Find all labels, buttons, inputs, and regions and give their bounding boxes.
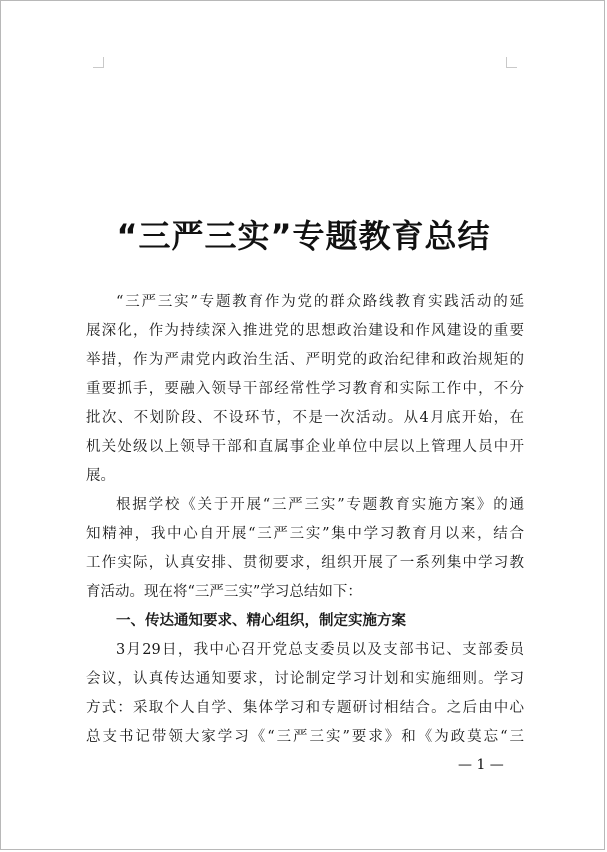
crop-mark-top-right bbox=[506, 57, 517, 68]
paragraph-line: “三严三实”专题教育作为党的群众路线教育实践活动的延 bbox=[116, 294, 524, 310]
paragraph-line: 工作实际，认真安排、贯彻要求，组织开展了一系列集中学习教 bbox=[86, 555, 524, 571]
section-heading: 一、传达通知要求、精心组织，制定实施方案 bbox=[116, 613, 406, 629]
paragraph-line: 育活动。现在将“三严三实”学习总结如下： bbox=[86, 584, 362, 600]
document-title: “三严三实”专题教育总结 bbox=[116, 217, 491, 255]
paragraph-line: 重要抓手，要融入领导干部经常性学习教育和实际工作中，不分 bbox=[86, 381, 524, 397]
paragraph-line: 展深化，作为持续深入推进党的思想政治建设和作风建设的重要 bbox=[86, 323, 524, 339]
page-number: — 1 — bbox=[458, 757, 504, 773]
paragraph-line: 方式：采取个人自学、集体学习和专题研讨相结合。之后由中心 bbox=[86, 700, 524, 716]
crop-mark-top-left bbox=[93, 57, 104, 68]
paragraph-line: 总支书记带领大家学习《“三严三实”要求》和《为政莫忘“三 bbox=[86, 729, 524, 745]
document-body bbox=[86, 288, 524, 752]
paragraph-line: 知精神，我中心自开展“三严三实”集中学习教育月以来，结合 bbox=[86, 526, 524, 542]
paragraph-line: 举措，作为严肃党内政治生活、严明党的政治纪律和政治规矩的 bbox=[86, 352, 524, 368]
paragraph-line: 展。 bbox=[86, 468, 115, 484]
paragraph-line: 机关处级以上领导干部和直属事企业单位中层以上管理人员中开 bbox=[86, 439, 524, 455]
paragraph-line: 批次、不划阶段、不设环节，不是一次活动。从4月底开始，在 bbox=[86, 410, 524, 426]
paragraph-line: 会议，认真传达通知要求，讨论制定学习计划和实施细则。学习 bbox=[86, 671, 524, 687]
paragraph-line: 3月29日，我中心召开党总支委员以及支部书记、支部委员 bbox=[116, 642, 524, 658]
paragraph-line: 根据学校《关于开展“三严三实”专题教育实施方案》的通 bbox=[116, 497, 524, 513]
